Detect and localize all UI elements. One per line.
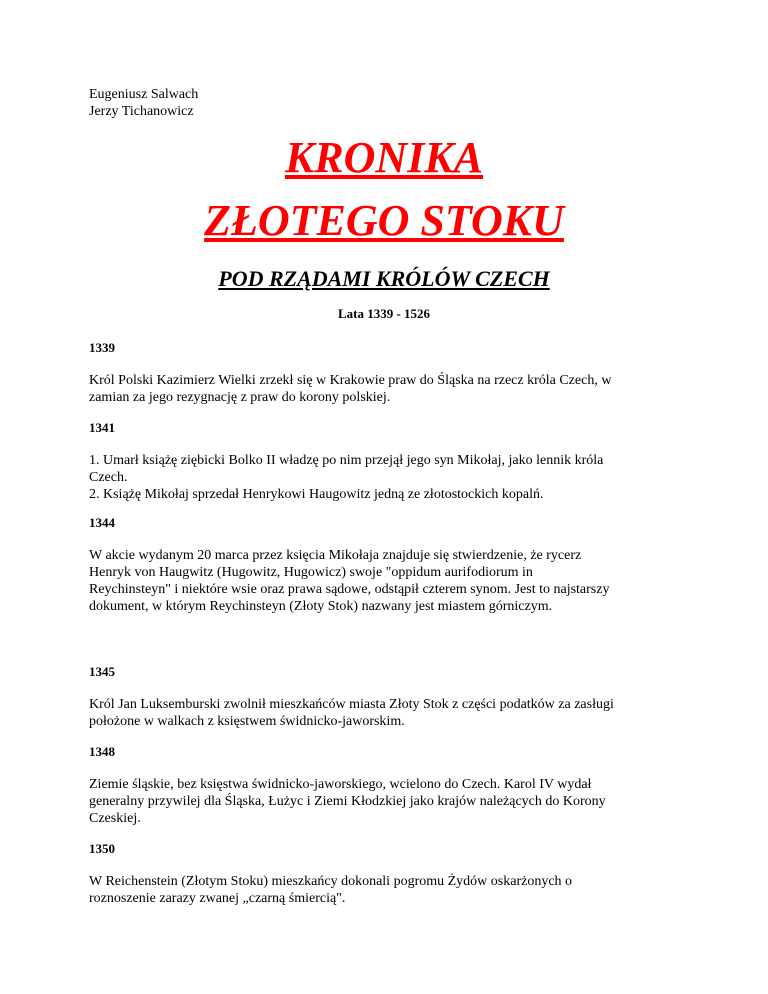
text-line: 1. Umarł książę ziębicki Bolko II władzę po nim przejął jego syn Mikołaj, jako lennik króla xyxy=(89,453,604,468)
text-line: W akcie wydanym 20 marca przez księcia Mikołaja znajduje się stwierdzenie, że rycerz xyxy=(89,548,582,563)
entry-year: 1344 xyxy=(89,515,115,530)
text-line: 2. Książę Mikołaj sprzedał Henrykowi Haugowitz jedną ze złotostockich kopalń. xyxy=(89,487,544,502)
entry-text xyxy=(89,452,689,503)
subtitle: POD RZĄDAMI KRÓLÓW CZECH xyxy=(218,266,550,291)
entry-text xyxy=(89,776,689,827)
text-line: Król Polski Kazimierz Wielki zrzekł się w Krakowie praw do Śląska na rzecz króla Czech, w xyxy=(89,373,612,388)
text-line: Henryk von Haugwitz (Hugowitz, Hugowicz) swoje "oppidum aurifodiorum in xyxy=(89,565,533,580)
authors xyxy=(89,86,198,120)
entry-year: 1341 xyxy=(89,420,115,435)
entry-text xyxy=(89,547,689,615)
text-line: roznoszenie zarazy zwanej „czarną śmiercią". xyxy=(89,891,346,906)
text-line: Czech. xyxy=(89,470,128,485)
entry-year: 1350 xyxy=(89,841,115,856)
entry-text xyxy=(89,372,689,406)
text-line: Reychinsteyn" i niektóre wsie oraz prawa sądowe, odstąpił czterem synom. Jest to najstarszy xyxy=(89,582,610,597)
entry-year: 1348 xyxy=(89,744,115,759)
text-line: W Reichenstein (Złotym Stoku) mieszkańcy dokonali pogromu Żydów oskarżonych o xyxy=(89,874,573,889)
text-line: położone w walkach z księstwem świdnicko-jaworskim. xyxy=(89,714,405,729)
text-line: Czeskiej. xyxy=(89,811,141,826)
author-name: Eugeniusz Salwach xyxy=(89,87,199,102)
text-line: zamian za jego rezygnację z praw do korony polskiej. xyxy=(89,390,391,405)
text-line: generalny przywilej dla Śląska, Łużyc i Ziemi Kłodzkiej jako krajów należących do Korony xyxy=(89,794,606,809)
author-name: Jerzy Tichanowicz xyxy=(89,104,194,119)
entry-text xyxy=(89,873,689,907)
text-line: Król Jan Luksemburski zwolnił mieszkańców miasta Złoty Stok z części podatków za zasługi xyxy=(89,697,614,712)
title-line-2: ZŁOTEGO STOKU xyxy=(204,196,564,245)
title-line-1: KRONIKA xyxy=(284,133,484,182)
entry-text xyxy=(89,696,689,730)
text-line: dokument, w którym Reychinsteyn (Złoty Stok) nazwany jest miastem górniczym. xyxy=(89,599,553,614)
entry-year: 1339 xyxy=(89,340,115,355)
entry-year: 1345 xyxy=(89,664,115,679)
years-range: Lata 1339 - 1526 xyxy=(337,306,431,321)
text-line: Ziemie śląskie, bez księstwa świdnicko-jaworskiego, wcielono do Czech. Karol IV wydał xyxy=(89,777,592,792)
